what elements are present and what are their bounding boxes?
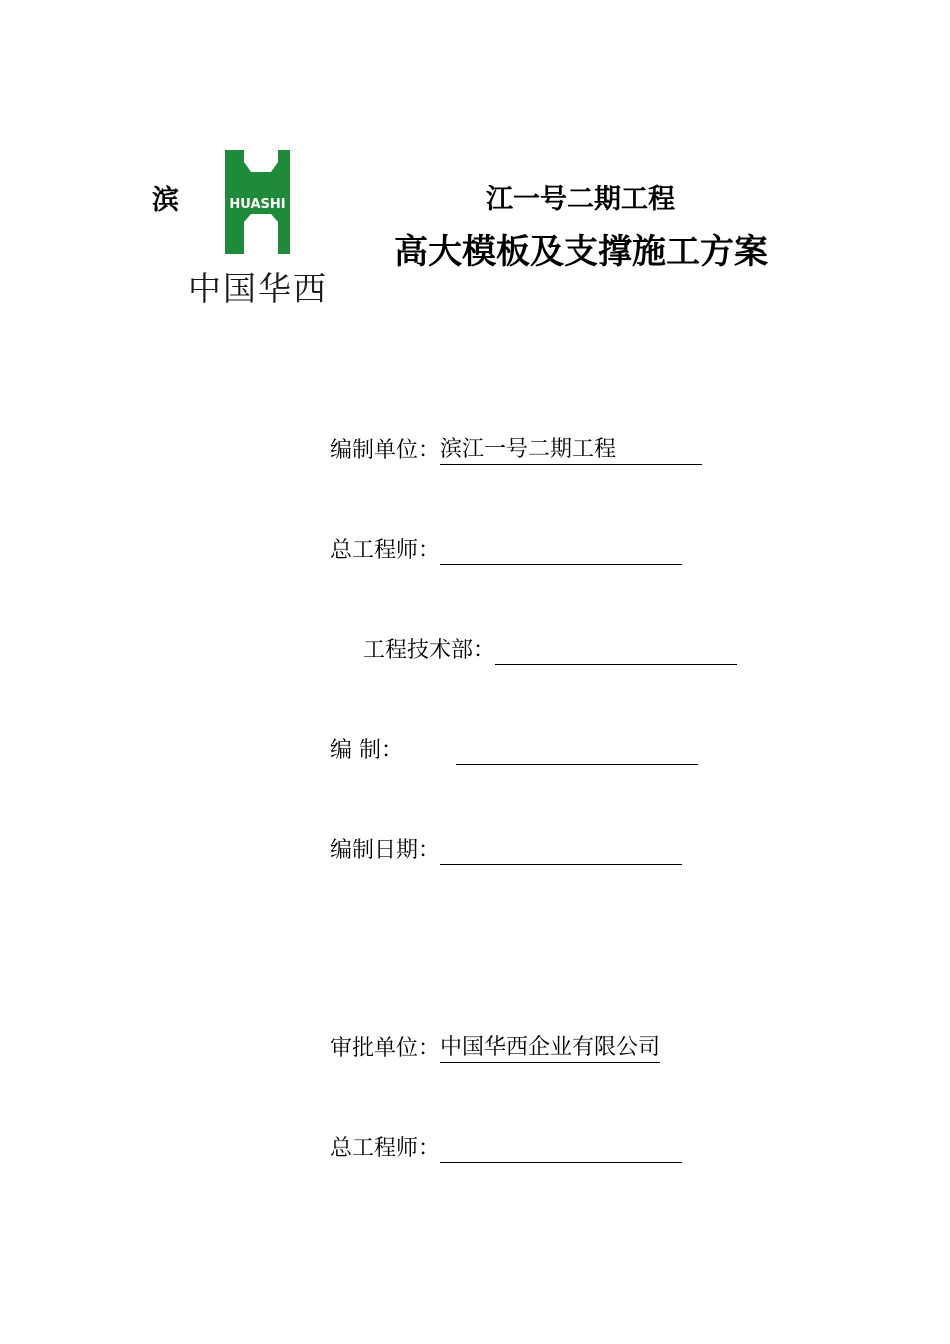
approval-unit-label: 审批单位： xyxy=(330,1036,441,1061)
title-left-character: 滨 xyxy=(152,185,179,216)
chief-engineer-label-2: 总工程师： xyxy=(330,1136,441,1161)
compiler-value[interactable] xyxy=(456,736,698,765)
tech-dept-label: 工程技术部： xyxy=(363,638,496,663)
compile-unit-label: 编制单位： xyxy=(330,438,441,463)
document-title: 高大模板及支撑施工方案 xyxy=(394,232,768,272)
huashi-logo-graphic xyxy=(178,146,348,310)
compiler-label-b: 制： xyxy=(359,738,404,763)
compile-date-field xyxy=(330,836,682,865)
company-logo xyxy=(178,146,348,310)
logo-wordmark: HUASHI xyxy=(229,197,286,212)
approval-unit-field xyxy=(330,1034,660,1063)
project-title: 江一号二期工程 xyxy=(486,184,675,215)
compiler-field xyxy=(330,736,698,765)
chief-engineer-label-1: 总工程师： xyxy=(330,538,441,563)
tech-dept-field xyxy=(363,636,737,665)
compiler-label xyxy=(330,737,456,765)
compile-unit-value[interactable]: 滨江一号二期工程 xyxy=(440,436,702,465)
chief-engineer-value-2[interactable] xyxy=(440,1134,682,1163)
logo-chinese-name: 中国华西 xyxy=(188,269,328,308)
compile-date-value[interactable] xyxy=(440,836,682,865)
approval-unit-value[interactable]: 中国华西企业有限公司 xyxy=(440,1034,660,1063)
chief-engineer-value-1[interactable] xyxy=(440,536,682,565)
tech-dept-value[interactable] xyxy=(495,636,737,665)
compile-date-label: 编制日期： xyxy=(330,838,441,863)
chief-engineer-field-1 xyxy=(330,536,682,565)
compiler-label-a: 编 xyxy=(330,738,353,763)
compile-unit-field xyxy=(330,436,702,465)
chief-engineer-field-2 xyxy=(330,1134,682,1163)
